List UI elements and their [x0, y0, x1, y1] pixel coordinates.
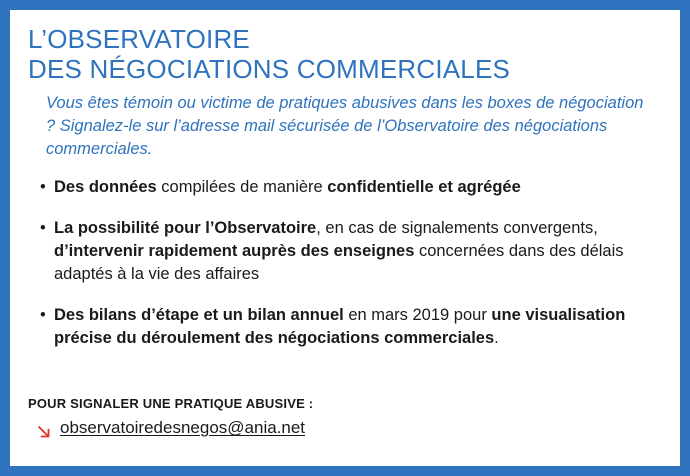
title-line-1: L’OBSERVATOIRE	[28, 24, 250, 54]
email-row	[38, 418, 305, 438]
bullet-text: en mars 2019 pour	[343, 306, 492, 324]
signal-label: POUR SIGNALER UNE PRATIQUE ABUSIVE :	[28, 396, 314, 411]
bullet-text: .	[494, 329, 499, 347]
info-card	[10, 10, 680, 466]
bullet-item	[40, 217, 660, 286]
bullet-text: compilées de manière	[156, 178, 328, 196]
bullet-item	[40, 304, 660, 350]
bullet-marker: •	[40, 219, 46, 237]
arrow-down-right-icon	[38, 423, 50, 435]
bullet-marker: •	[40, 306, 46, 324]
bullet-text-bold: Des bilans d’étape et un bilan annuel	[54, 306, 344, 324]
bullet-text-bold: d’intervenir rapidement auprès des enseignes	[54, 242, 415, 260]
intro-text: Vous êtes témoin ou victime de pratiques abusives dans les boxes de négociation ? Signalez-le sur l’adresse mail sécurisée de l’Observatoire des négociations commerciales.	[46, 94, 644, 158]
bullet-marker: •	[40, 178, 46, 196]
bullet-item	[40, 176, 660, 199]
bullet-text: , en cas de signalements convergents,	[316, 219, 598, 237]
bullet-text-bold: Des données	[54, 178, 157, 196]
email-link[interactable]: observatoiredesnegos@ania.net	[60, 418, 306, 437]
bullet-list	[40, 176, 660, 368]
bullet-text-bold: confidentielle et agrégée	[327, 178, 521, 196]
bullet-text: concernées dans des délais adaptés à la vie des affaires	[54, 242, 624, 283]
bullet-text-bold: La possibilité pour l’Observatoire	[54, 219, 317, 237]
bullet-text-bold: une visualisation précise du déroulement des négociations commerciales	[54, 306, 626, 347]
title-line-2: DES NÉGOCIATIONS COMMERCIALES	[28, 54, 511, 84]
page-title	[28, 24, 510, 84]
